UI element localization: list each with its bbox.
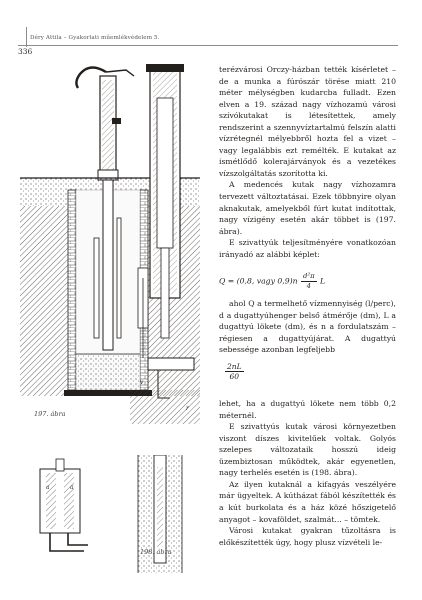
formula-1-numerator: d²π [303, 272, 315, 281]
svg-text:v: v [140, 379, 144, 386]
paragraph-1: terézvárosi Orczy-házban tették kísérletet – de a munka a fúrószár törése miatt 210 méter mélységben kudarcba fulladt. Ezen elven a 19. század nagy vízhozamú városi szívókutakat is létesítettek, amely rendszerint a szennyvíztartalmú felszín alatti vízrétegnél mélyebbről hozta fel a vizet – vagy legalábbis ezt remélték. E kutakat az ismétlődő kolerajárványok és a vezetékes vízszolgáltatás szorította ki. [219, 65, 396, 178]
formula-2-numerator: 2nL [227, 362, 242, 372]
body-text-column [219, 64, 396, 594]
paragraph-4: ahol Q a termelhető vízmennyiség (l/perc), d a dugattyúhenger belső átmérője (dm), L a dugattyú lökete (dm), és n a fordulatszám – régiesen a dugattyújárat. A dugattyú sebessége azonban legfeljebb [219, 299, 396, 355]
page-number: 336 [18, 47, 33, 56]
formula-1-lhs: Q = (0,8, vagy 0,9)n [219, 276, 298, 286]
paragraph-3: E szivattyúk teljesítményére vonatkozóan irányadó az alábbi képlet: [219, 238, 396, 259]
paragraph-8: Városi kutakat gyakran tűzoltásra is előkészítették úgy, hogy plusz vízvételi le- [219, 526, 396, 547]
figure-198-label-a-right: a [70, 484, 74, 491]
figure-pump-column-detail [130, 58, 210, 428]
formula-2-denominator: 60 [229, 372, 240, 382]
formula-1-denominator: 4 [306, 282, 311, 291]
figure-198-caption: 198. ábra [140, 548, 172, 556]
svg-text:r: r [186, 405, 189, 412]
figure-198-label-a-left: a [46, 484, 50, 491]
figure-198-pump-sections [28, 455, 208, 573]
formula-2-fraction [225, 362, 244, 381]
formula-pump-capacity [219, 264, 396, 292]
formula-1-fraction [301, 272, 317, 291]
formula-piston-speed [224, 362, 396, 390]
header-rule [18, 45, 398, 46]
formula-1-rhs: L [320, 276, 326, 286]
paragraph-2: A medencés kutak nagy vízhozamra tervezett változtatásai. Ezek többnyire olyan aknakutak, amelyekből fúrt kutat indítottak, nagy vízigény esetén akár többet is (197. ábra). [219, 180, 396, 236]
figure-197-caption: 197. ábra [34, 410, 66, 418]
header-rule-vertical [26, 27, 27, 47]
paragraph-6: E szivattyús kutak városi környezetben viszont díszes kivitelűek voltak. Golyós szelepes változataik hosszú ideig üzembiztosan működtek, akár egyenetlen, nagy terhelés esetén is (198. ábra). [219, 422, 396, 478]
running-head: Déry Attila – Gyakorlati műemlékvédelem 5. [30, 35, 160, 41]
paragraph-7: Az ilyen kutaknál a kifagyás veszélyére már ügyeltek. A kútházat fából készítették és a kút burkolata és a ház közé hőszigetelő anyagot – kovaföldet, szalmát... – tömtek. [219, 479, 396, 524]
paragraph-5: lehet, ha a dugattyú lökete nem több 0,2 méternél. [219, 399, 396, 420]
